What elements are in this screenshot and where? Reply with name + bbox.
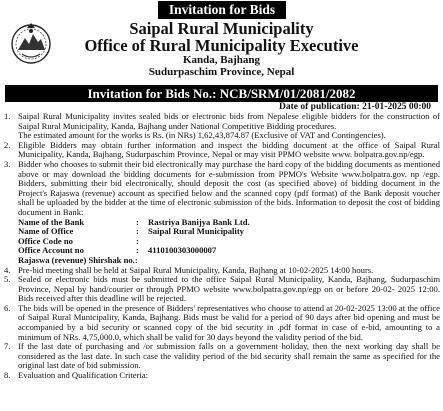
org-name: Saipal Rural Municipality	[129, 19, 314, 38]
list-item: 4. Pre-bid meeting shall be held at Saipal Rural Municipality, Kanda, Bajhang at 10-02-2025 14:00 hours.	[4, 264, 374, 275]
letterhead	[0, 20, 443, 78]
location: Kanda, Bajhang	[182, 54, 261, 66]
list-item: 2. Eligible Bidders may obtain further information and inspect the bidding document at the office of Saipal Rural Municipality, Kanda, Bajhang, Sudurpaschim Province, Nepal or may visit PPMO website www. bolpatra.gov.np/egp.	[4, 139, 440, 160]
list-item: 8. Evaluation and Qualification Criteria:	[4, 370, 149, 381]
publication-date: Date of publication: 21-01-2025 00:00	[279, 102, 431, 112]
invitation-banner: Invitation for Bids	[158, 1, 286, 19]
list-item: 1. Saipal Rural Municipality invites sealed bids or electronic bids from Nepalese eligible bidders for the construction of Saipal Rural Municipality, Kanda, Bajhang under National Competitive Bidding procedures. The estimated amount for the works is Rs. (in NRs) 1,62,43,874.87 (Exclusive of VAT and Contingencies).	[4, 111, 440, 141]
list-item: 3. Bidder who chooses to submit their bid electronically may purchase the hard copy of the bidding documents as mentioned above or may download the bidding documents for e-submission from PPMO's Website www.bolpatra.gov. np /egp. Bidders, submitting their bid electronically, should deposit the cost (as specified above) of bidding document in the Project's Rajaswa (revenue) account as specified below and the scanned copy (pdf format) of the Bank deposit voucher shall be uploaded by the bidder at the time of electronic submission of the bids. Information to deposit the cost of bidding document in Bank:	[4, 158, 440, 217]
bank-row: Office Account no : 4110100303000007	[18, 245, 217, 256]
list-item: 5. Sealed or electronic bids must be submitted to the office Saipal Rural Municipality, Kanda, Bajhang, Sudurpaschim Province, Nepal by hand/courier or through PPMO website www.bolpatra.gov.np/egp on or before 20-02- 2025 12:00. Bids received after this deadline will be rejected.	[4, 274, 440, 304]
bank-row: Name of Office : Saipal Rural Municipality	[18, 226, 244, 237]
province: Sudurpaschim Province, Nepal	[148, 66, 295, 78]
bank-row: Office Code no :	[18, 235, 139, 246]
list-item: 7. If the last date of purchasing and /or submission falls on a government holiday, then the next working day shall be considered as the last date. In such case the validity period of the bid security shall remain the same as specified for the original last date of bid submission.	[4, 341, 440, 371]
shirshak-label: Rajaswa (revenue) Shirshak no.:	[18, 254, 138, 265]
office-name: Office of Rural Municipality Executive	[84, 36, 359, 55]
bank-row: Name of the Bank : Rastriya Banijya Bank Ltd.	[18, 216, 250, 227]
notice-body	[4, 112, 440, 381]
bid-ref-banner: Invitation for Bids No.: NCB/SRM/01/2081/2082	[5, 85, 438, 102]
list-item: 6. The bids will be opened in the presence of Bidders' representatives who choose to attend at 20-02-2025 13:00 at the office of Saipal Rural Municipality, Kanda, Bajhang. Bids must be valid for a period of 90 days after bid opening and must be accompanied by a bid security or scanned copy of the bid security in .pdf format in case of e-bid, amounting to a minimum of NRs. 4,75,000.0, which shall be valid for 30 days beyond the validity period of the bid.	[4, 302, 440, 342]
bank-details	[18, 218, 440, 256]
